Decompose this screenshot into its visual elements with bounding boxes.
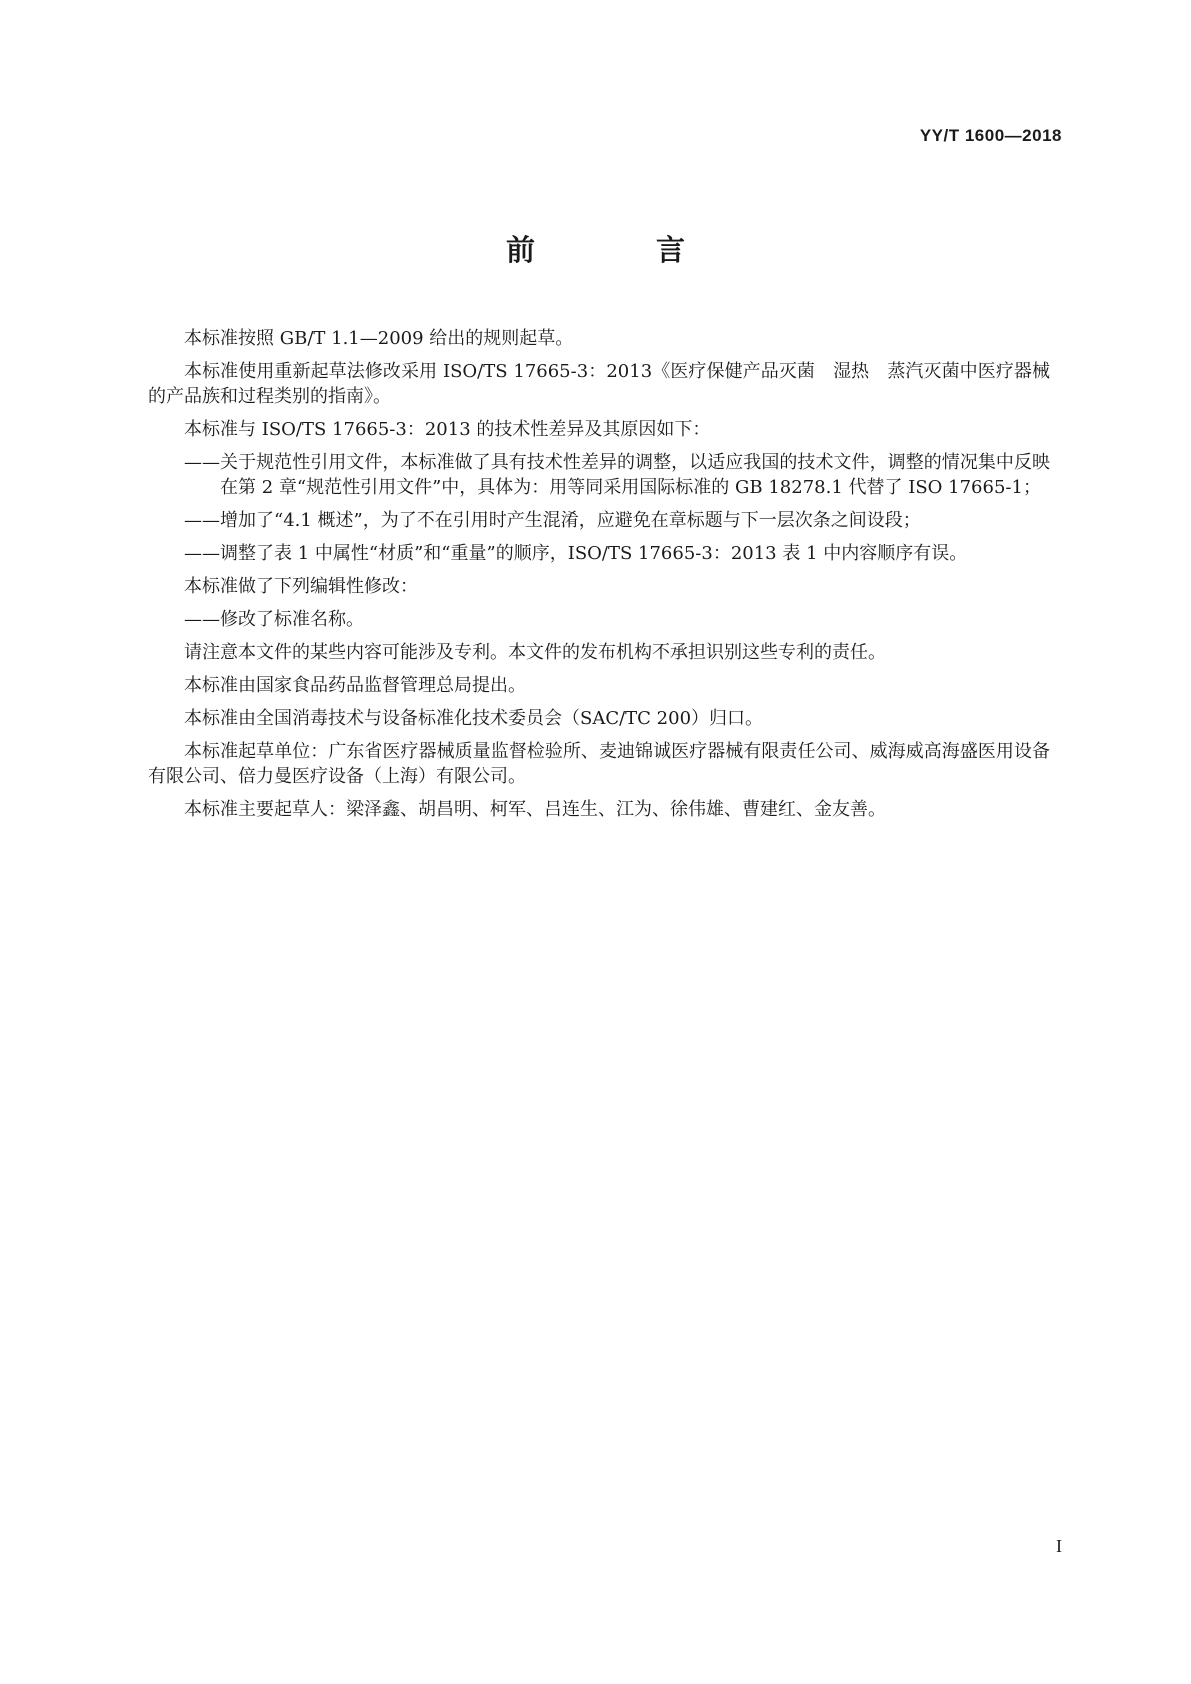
list-item-table-order: ——调整了表 1 中属性“材质”和“重量”的顺序，ISO/TS 17665-3：2013 表 1 中内容顺序有误。: [184, 543, 968, 564]
list-item-name-change: ——修改了标准名称。: [184, 609, 364, 630]
paragraph-committee: 本标准由全国消毒技术与设备标准化技术委员会（SAC/TC 200）归口。: [184, 708, 764, 729]
paragraph-adoption: 本标准使用重新起草法修改采用 ISO/TS 17665-3：2013《医疗保健产品灭菌 湿热 蒸汽灭菌中医疗器械的产品族和过程类别的指南》。: [148, 361, 1050, 407]
foreword-body: [148, 326, 1050, 830]
paragraph-editorial-intro: 本标准做了下列编辑性修改：: [184, 576, 418, 597]
paragraph-proposer: 本标准由国家食品药品监督管理总局提出。: [184, 675, 526, 696]
paragraph-drafting-rules: 本标准按照 GB/T 1.1—2009 给出的规则起草。: [184, 328, 574, 349]
page-number: I: [1056, 1536, 1062, 1556]
list-item-added-clause: ——增加了“4.1 概述”，为了不在引用时产生混淆，应避免在章标题与下一层次条之间设段；: [184, 510, 921, 531]
paragraph-drafters: 本标准主要起草人：梁泽鑫、胡昌明、柯军、吕连生、江为、徐伟雄、曹建红、金友善。: [184, 799, 886, 820]
page-title: 前 言: [505, 233, 731, 267]
document-code: YY/T 1600—2018: [919, 126, 1062, 145]
paragraph-patent-notice: 请注意本文件的某些内容可能涉及专利。本文件的发布机构不承担识别这些专利的责任。: [184, 642, 886, 663]
list-item-normative-references: ——关于规范性引用文件，本标准做了具有技术性差异的调整，以适应我国的技术文件，调整的情况集中反映在第 2 章“规范性引用文件”中，具体为：用等同采用国际标准的 GB 18278.1 代替了 ISO 17665-1；: [184, 452, 1050, 498]
paragraph-drafting-units: 本标准起草单位：广东省医疗器械质量监督检验所、麦迪锦诚医疗器械有限责任公司、威海威高海盛医用设备有限公司、倍力曼医疗设备（上海）有限公司。: [148, 741, 1050, 787]
paragraph-differences-intro: 本标准与 ISO/TS 17665-3：2013 的技术性差异及其原因如下：: [184, 419, 711, 440]
